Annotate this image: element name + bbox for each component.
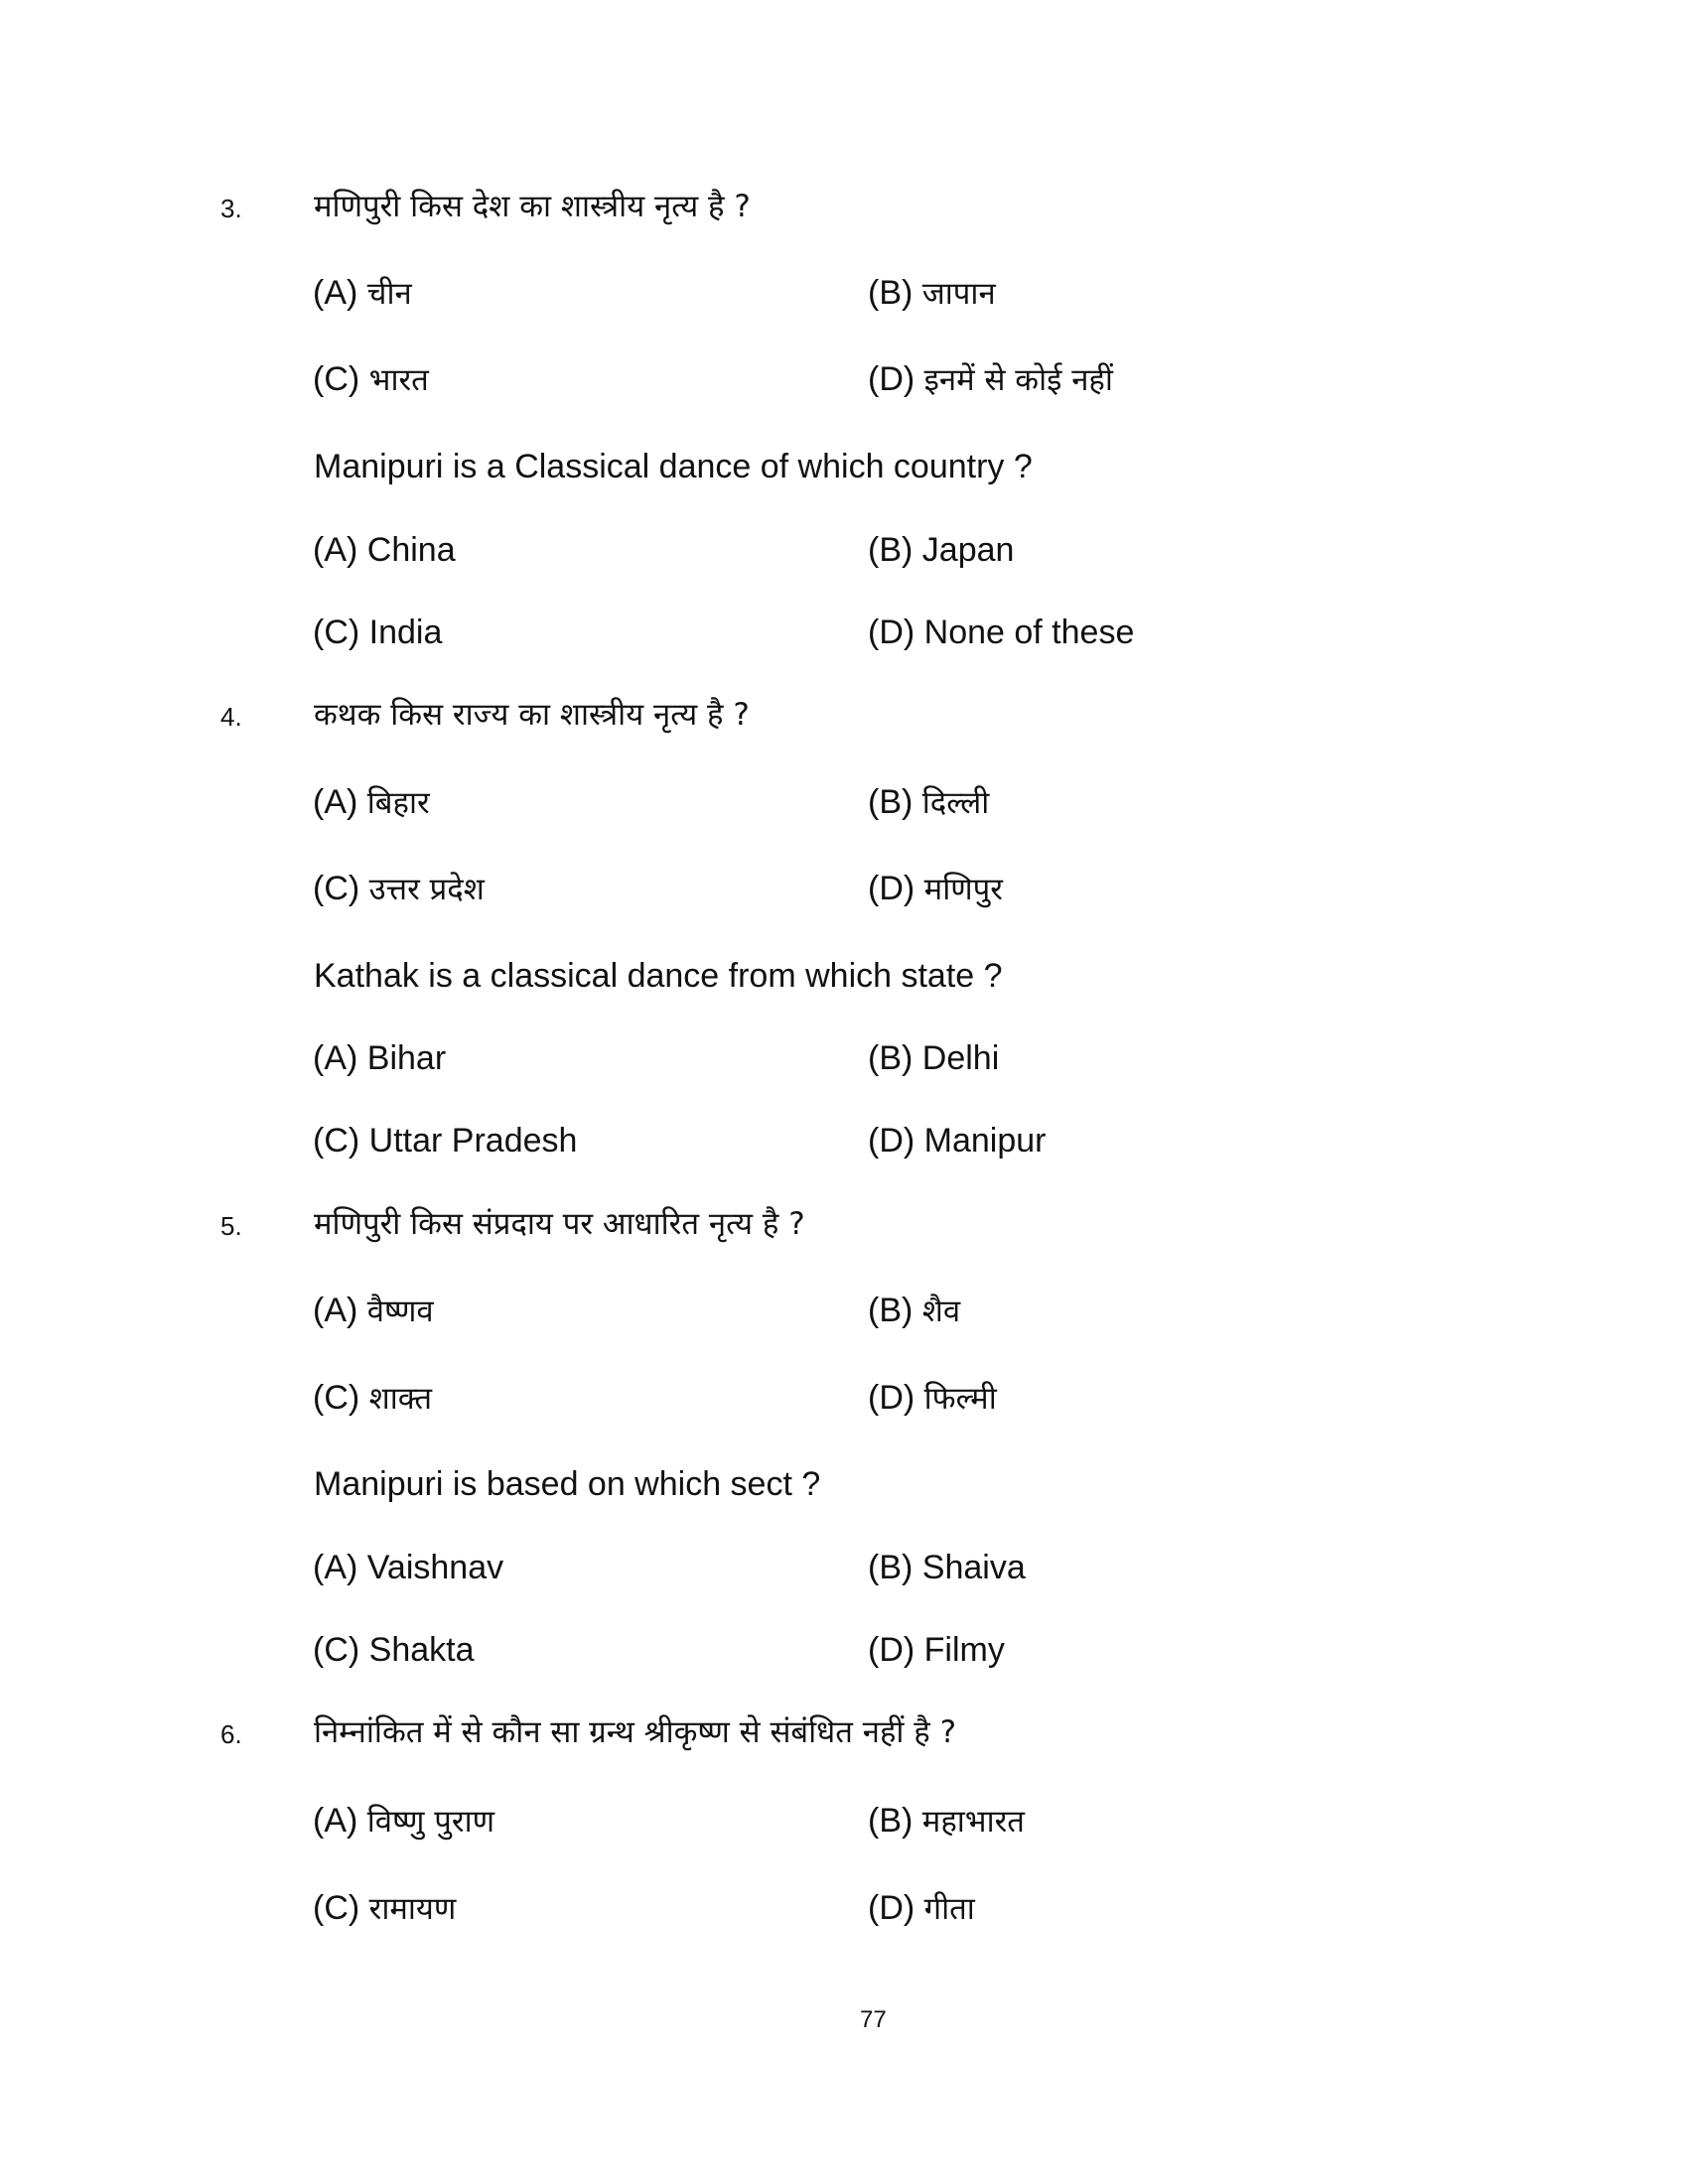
question-text-hindi: मणिपुरी किस देश का शास्त्रीय नृत्य है ?	[314, 189, 751, 224]
option-d-hindi: (D) मणिपुर	[868, 870, 1003, 907]
option-b-hindi: (B) महाभारत	[868, 1802, 1025, 1840]
option-a-hindi: (A) विष्णु पुराण	[313, 1802, 495, 1840]
option-d-english: (D) Manipur	[868, 1122, 1047, 1160]
question-text-hindi: कथक किस राज्य का शास्त्रीय नृत्य है ?	[314, 697, 750, 733]
option-d-hindi: (D) फिल्मी	[868, 1379, 997, 1417]
option-b-hindi: (B) दिल्ली	[868, 783, 990, 821]
question-text-english: Manipuri is based on which sect ?	[314, 1465, 821, 1503]
question-text-hindi: मणिपुरी किस संप्रदाय पर आधारित नृत्य है ?	[314, 1206, 805, 1242]
option-a-english: (A) Vaishnav	[313, 1549, 504, 1586]
option-d-hindi: (D) गीता	[868, 1889, 975, 1927]
question-text-english: Manipuri is a Classical dance of which country ?	[314, 448, 1033, 485]
question-number: 5.	[220, 1211, 242, 1241]
option-b-english: (B) Japan	[868, 531, 1015, 569]
question-text-english: Kathak is a classical dance from which state ?	[314, 957, 1003, 995]
option-c-hindi: (C) भारत	[313, 360, 429, 398]
question-text-hindi: निम्नांकित में से कौन सा ग्रन्थ श्रीकृष्ण से संबंधित नहीं है ?	[314, 1714, 957, 1750]
option-c-english: (C) Uttar Pradesh	[313, 1122, 578, 1160]
page-number: 77	[860, 2006, 887, 2033]
option-d-english: (D) None of these	[868, 614, 1135, 651]
option-c-hindi: (C) उत्तर प्रदेश	[313, 870, 485, 907]
option-a-english: (A) China	[313, 531, 456, 569]
option-b-english: (B) Shaiva	[868, 1549, 1026, 1586]
option-a-hindi: (A) बिहार	[313, 783, 430, 821]
option-d-english: (D) Filmy	[868, 1631, 1005, 1669]
option-a-hindi: (A) चीन	[313, 274, 412, 312]
option-a-english: (A) Bihar	[313, 1039, 447, 1077]
option-c-english: (C) India	[313, 614, 443, 651]
option-b-english: (B) Delhi	[868, 1039, 1000, 1077]
option-a-hindi: (A) वैष्णव	[313, 1292, 434, 1329]
question-number: 3.	[220, 194, 242, 223]
option-c-hindi: (C) रामायण	[313, 1889, 457, 1927]
option-c-english: (C) Shakta	[313, 1631, 475, 1669]
question-number: 4.	[220, 702, 242, 732]
question-number: 6.	[220, 1719, 242, 1749]
option-b-hindi: (B) शैव	[868, 1292, 961, 1329]
option-d-hindi: (D) इनमें से कोई नहीं	[868, 360, 1113, 398]
option-b-hindi: (B) जापान	[868, 274, 996, 312]
option-c-hindi: (C) शाक्त	[313, 1379, 433, 1417]
